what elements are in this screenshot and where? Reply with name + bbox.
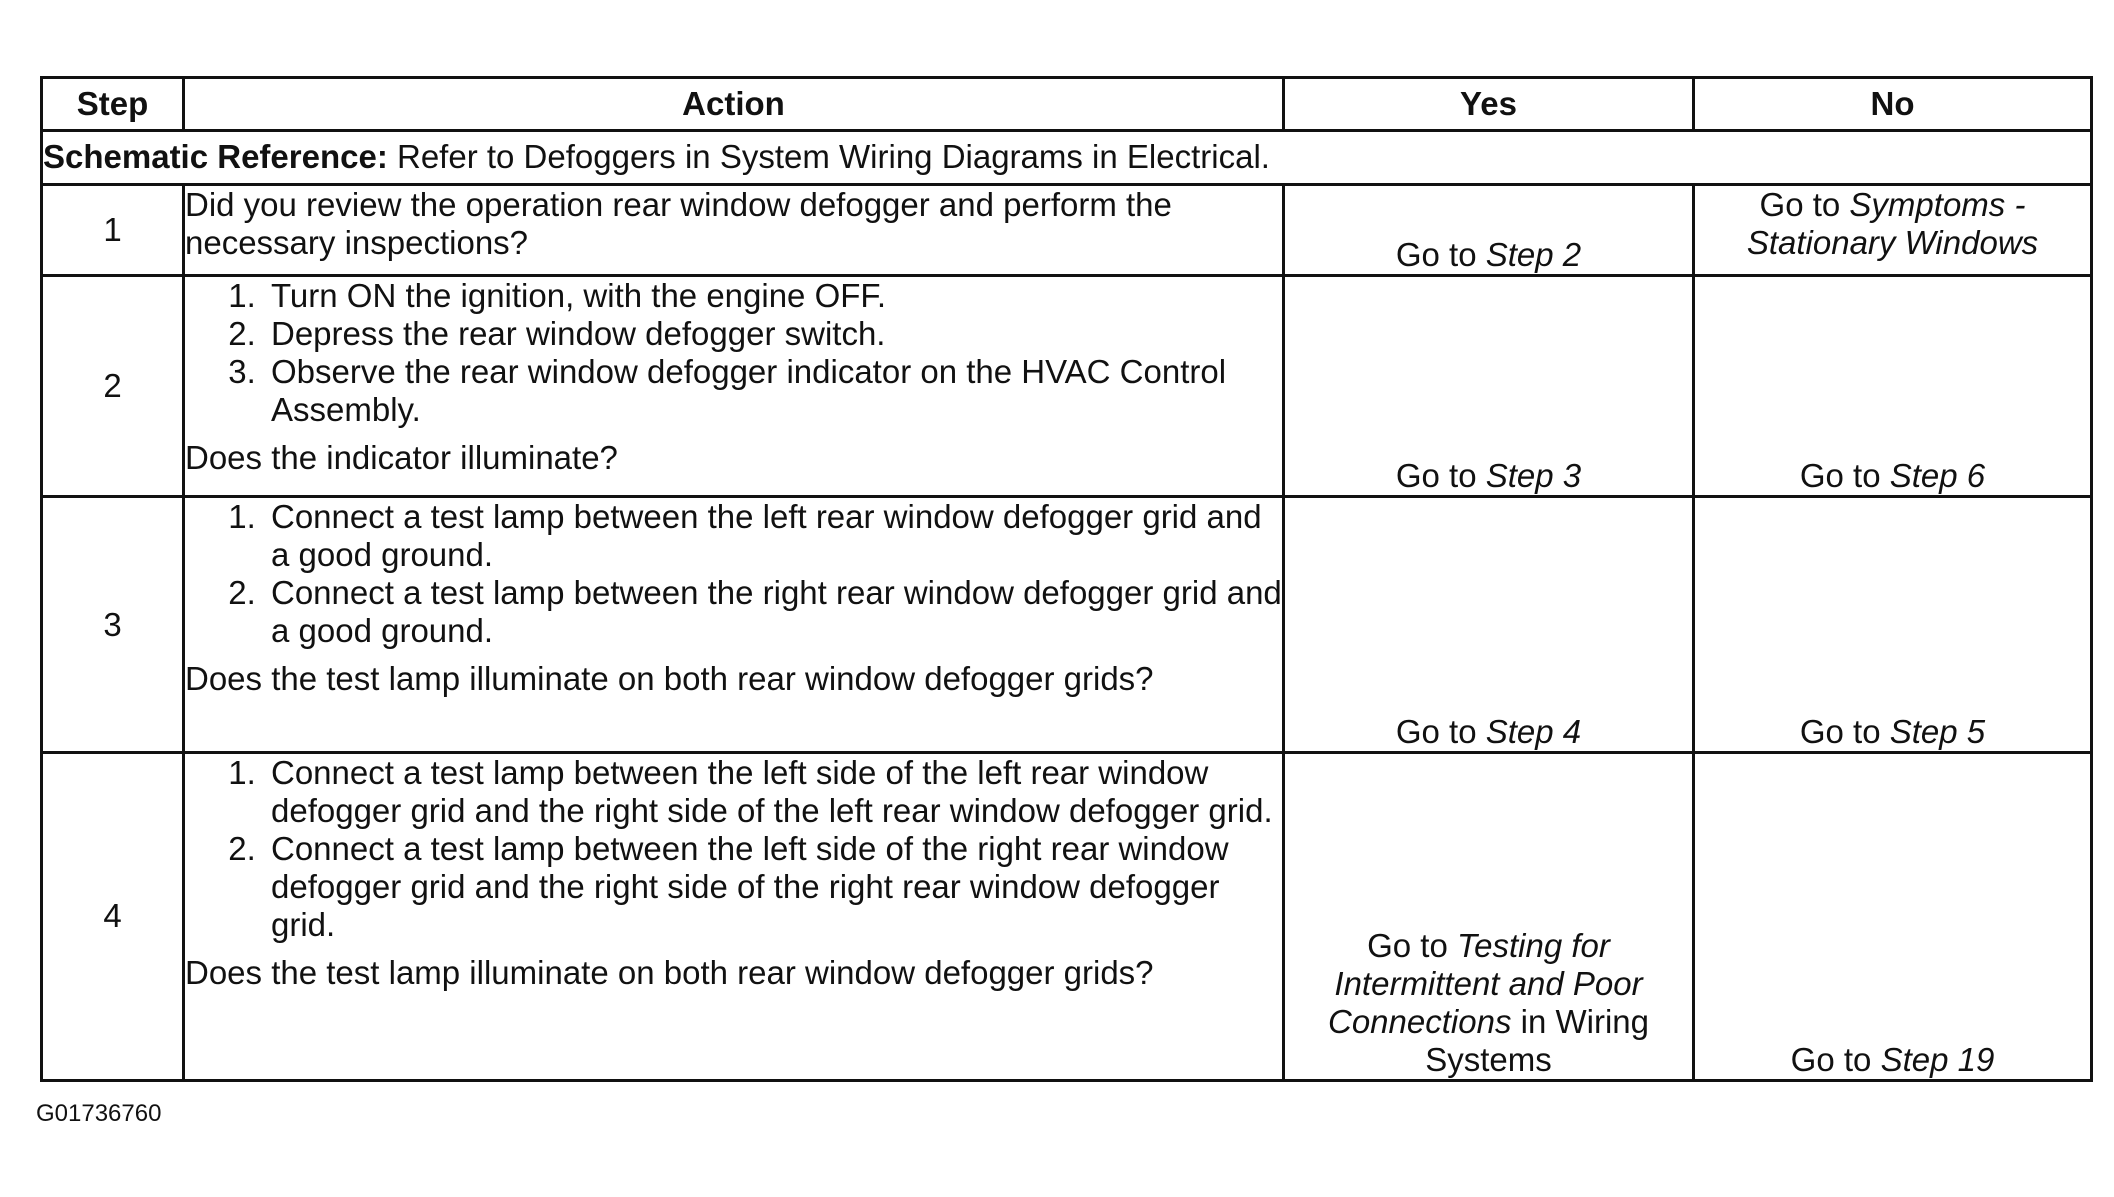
yes-cell (1284, 497, 1694, 752)
schematic-reference-row (42, 131, 2092, 185)
yes-prefix: Go to (1395, 712, 1486, 750)
no-prefix: Go to (1759, 185, 1850, 223)
substep-item: 2. Connect a test lamp between the left side of the right rear window defogger grid and the right side of the right rear window defogger grid. (265, 830, 1282, 944)
substep-item: 1. Connect a test lamp between the left rear window defogger grid and a good ground. (265, 498, 1282, 574)
yes-ref: Testing for Intermittent and Poor Connections (1328, 927, 1643, 1040)
header-action: Action (184, 78, 1284, 131)
action-cell (184, 276, 1284, 497)
action-question: Did you review the operation rear window defogger and perform the necessary inspections? (185, 185, 1172, 261)
substep-item: 2. Connect a test lamp between the right rear window defogger grid and a good ground. (265, 574, 1282, 650)
action-cell (184, 752, 1284, 1080)
yes-ref: Step 2 (1485, 236, 1582, 274)
schematic-reference-label: Schematic Reference: (43, 138, 388, 176)
substep-list (185, 498, 1282, 650)
substep-item: 1. Connect a test lamp between the left side of the left rear window defogger grid and the right side of the left rear window defogger grid. (265, 754, 1282, 830)
step-number: 3 (42, 497, 184, 752)
action-cell (184, 497, 1284, 752)
no-cell (1694, 184, 2092, 276)
header-yes: Yes (1284, 78, 1694, 131)
action-question: Does the indicator illuminate? (185, 439, 618, 477)
no-ref: Symptoms - Stationary Windows (1746, 185, 2039, 261)
no-cell (1694, 276, 2092, 497)
substep-item: 2. Depress the rear window defogger switch. (265, 315, 1282, 353)
header-step: Step (42, 78, 184, 131)
no-prefix: Go to (1799, 457, 1890, 495)
yes-ref: Step 3 (1485, 457, 1582, 495)
table-row (42, 497, 2092, 752)
yes-prefix: Go to (1367, 927, 1457, 964)
diagnostic-table (40, 76, 2093, 1082)
table-row (42, 276, 2092, 497)
yes-cell (1284, 752, 1694, 1080)
schematic-reference (42, 131, 2092, 185)
no-ref: Step 19 (1880, 1041, 1995, 1078)
header-no: No (1694, 78, 2092, 131)
action-question: Does the test lamp illuminate on both rear window defogger grids? (185, 660, 1154, 698)
step-number: 1 (42, 184, 184, 276)
figure-id: G01736760 (36, 1100, 162, 1127)
action-cell (184, 184, 1284, 276)
step-number: 4 (42, 752, 184, 1080)
no-prefix: Go to (1799, 712, 1890, 750)
yes-ref: Step 4 (1485, 712, 1582, 750)
no-ref: Step 6 (1889, 457, 1986, 495)
table-row (42, 752, 2092, 1080)
substep-list (185, 754, 1282, 944)
yes-prefix: Go to (1395, 236, 1486, 274)
substep-list (185, 277, 1282, 429)
no-prefix: Go to (1790, 1041, 1881, 1078)
yes-cell (1284, 276, 1694, 497)
yes-cell (1284, 184, 1694, 276)
step-number: 2 (42, 276, 184, 497)
table-row (42, 184, 2092, 276)
no-ref: Step 5 (1889, 712, 1986, 750)
action-question: Does the test lamp illuminate on both rear window defogger grids? (185, 953, 1154, 991)
yes-prefix: Go to (1395, 457, 1486, 495)
schematic-reference-text: Refer to Defoggers in System Wiring Diagrams in Electrical. (387, 138, 1270, 176)
substep-item: 3. Observe the rear window defogger indicator on the HVAC Control Assembly. (265, 353, 1282, 429)
yes-suffix: in Wiring Systems (1425, 1003, 1649, 1078)
no-cell (1694, 497, 2092, 752)
substep-item: 1. Turn ON the ignition, with the engine OFF. (265, 277, 1282, 315)
no-cell (1694, 752, 2092, 1080)
header-row (42, 78, 2092, 131)
